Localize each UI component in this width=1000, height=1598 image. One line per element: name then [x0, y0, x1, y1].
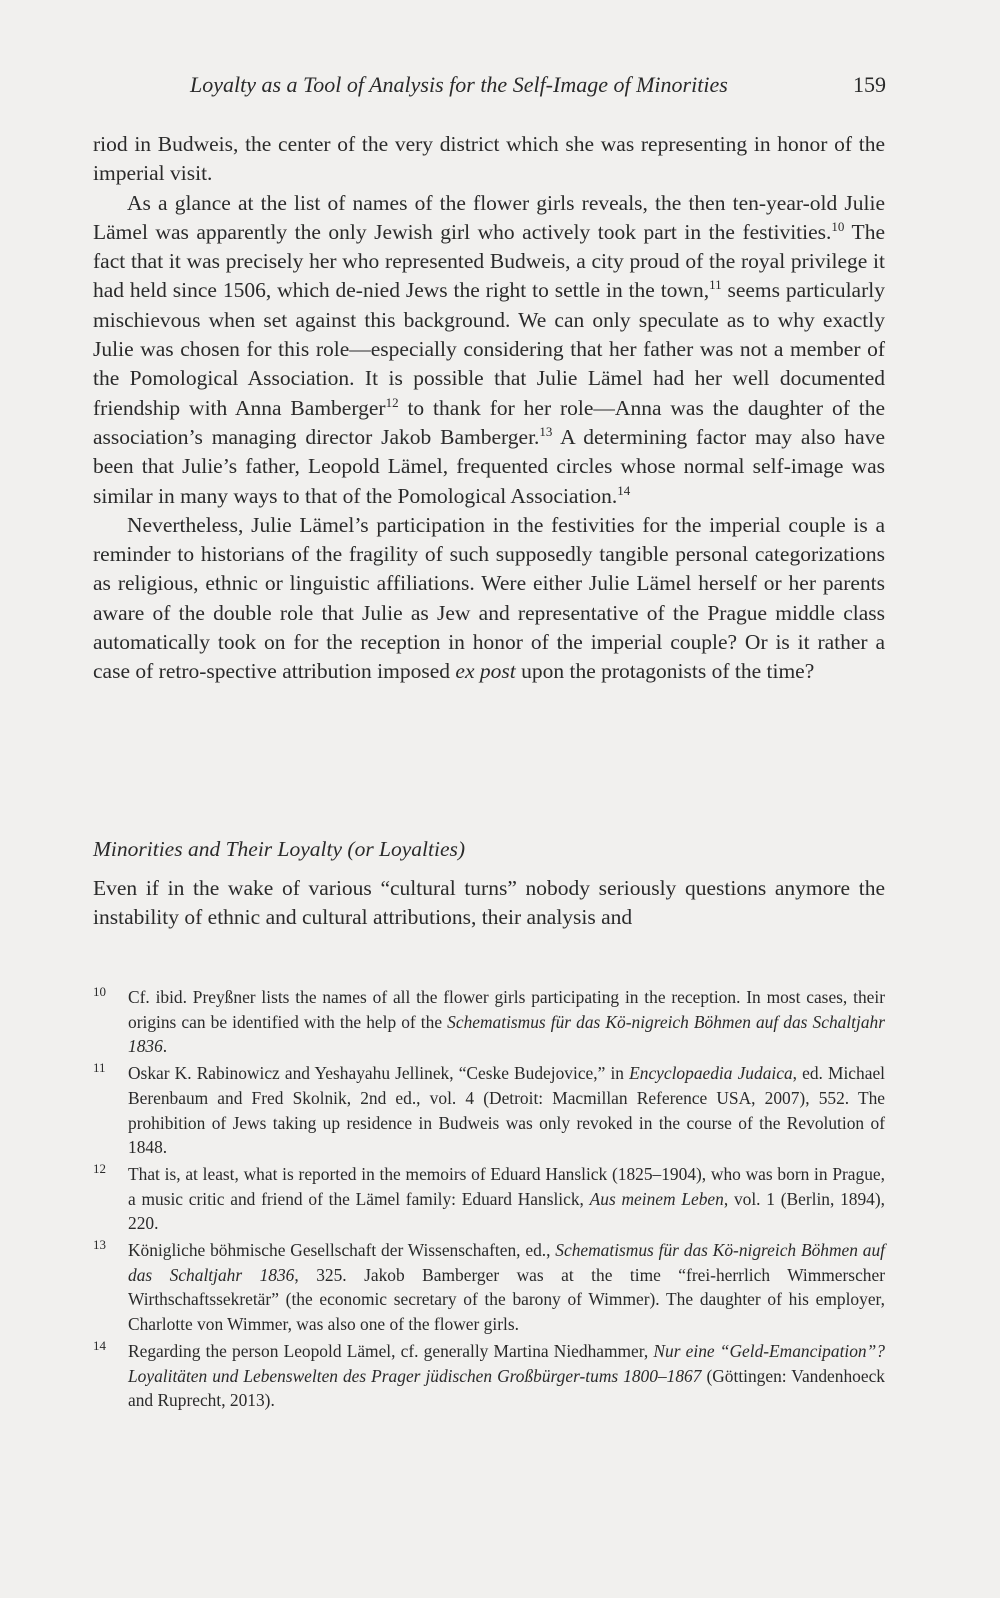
footnote-13 [93, 1238, 885, 1337]
footnote-text: Regarding the person Leopold Lämel, cf. generally Martina Niedhammer, [128, 1340, 654, 1361]
section-heading: Minorities and Their Loyalty (or Loyalties) [93, 837, 466, 861]
paragraph-1: riod in Budweis, the center of the very district which she was representing in honor of the imperial visit. [93, 132, 885, 186]
footnote-ref-13: 13 [539, 423, 553, 439]
footnote-text: . [162, 1036, 168, 1057]
footnote-12 [93, 1162, 885, 1236]
paragraph-3-italic: ex post [455, 659, 516, 684]
body-text [93, 130, 885, 687]
footnote-ref-12: 12 [385, 394, 399, 410]
page-number: 159 [853, 72, 886, 97]
footnote-10 [93, 985, 885, 1059]
footnote-number: 12 [93, 1160, 106, 1176]
footnote-text: That is, at least, what is reported in the memoirs of Eduard Hanslick (1825–1904), who was born in Prague, a music critic and friend of the Lämel family: Eduard Hanslick, [128, 1163, 885, 1209]
paragraph-2-text-e: A determining factor may also have been that Julie’s father, Leopold Lämel, frequented circles whose normal self-image was similar in many ways to that of the Pomological Association. [93, 424, 885, 508]
running-title: Loyalty as a Tool of Analysis for the Self-Image of Minorities [190, 72, 728, 97]
footnote-text: (Göttingen: Vandenhoeck and Ruprecht, 2013). [128, 1365, 885, 1411]
footnotes [93, 985, 885, 1415]
footnote-text: , vol. 1 (Berlin, 1894), 220. [128, 1188, 885, 1234]
footnote-number: 10 [93, 984, 106, 999]
footnote-number: 14 [93, 1337, 106, 1353]
paragraph-3-text-a: Nevertheless, Julie Lämel’s participation in the festivities for the imperial couple is a reminder to historians of the fragility of such supposedly tangible personal categorizations as religious, ethnic or linguistic affiliations. Were either Julie Lämel herself or her parents aware of the double role that Julie as Jew and representative of the Prague middle class automatically took on for the reception in honor of the imperial couple? Or is it rather a case of retro-spective attribution imposed [93, 512, 885, 684]
running-header [90, 70, 890, 104]
paragraph-3 [93, 511, 885, 687]
footnote-italic: Nur eine “Geld-Emancipation”? Loyalitäten und Lebenswelten des Prager jüdischen Großbürger-tums 1800–1867 [128, 1340, 885, 1386]
footnote-text: Königliche böhmische Gesellschaft der Wissenschaften, ed., [128, 1240, 556, 1261]
footnote-number: 13 [93, 1237, 106, 1253]
footnote-italic: Schematismus für das Kö-nigreich Böhmen auf das Schaltjahr 1836 [128, 1011, 885, 1057]
section-paragraph-1: Even if in the wake of various “cultural turns” nobody seriously questions anymore the instability of ethnic and cultural attributions, their analysis and [93, 876, 885, 930]
paragraph-2-text-d: to thank for her role—Anna was the daughter of the association’s managing director Jakob Bamberger. [93, 395, 885, 449]
footnote-italic: Aus meinem Leben [589, 1188, 724, 1209]
footnote-ref-10: 10 [831, 218, 845, 234]
footnote-14 [93, 1339, 885, 1413]
paragraph-2-text-c: seems particularly mischievous when set against this background. We can only speculate as to why exactly Julie was chosen for this role—especially considering that her father was not a member of the Pomological Association. It is possible that Julie Lämel had her well documented friendship with Anna Bamberger [93, 278, 885, 420]
footnote-text: Oskar K. Rabinowicz and Yeshayahu Jellinek, “Ceske Budejovice,” in [128, 1063, 630, 1084]
paragraph-2 [93, 189, 885, 511]
footnote-text: , ed. Michael Berenbaum and Fred Skolnik, 2nd ed., vol. 4 (Detroit: Macmillan Reference USA, 2007), 552. The prohibition of Jews taking up residence in Budweis was only revoked in the course of the Revolution of 1848. [128, 1063, 885, 1158]
footnote-text: Cf. ibid. Preyßner lists the names of all the flower girls participating in the reception. In most cases, their origins can be identified with the help of the [128, 987, 885, 1032]
paragraph-3-text-b: upon the protagonists of the time? [515, 659, 815, 684]
footnote-11 [93, 1061, 885, 1160]
footnote-text: , 325. Jakob Bamberger was at the time “frei-herrlich Wimmerscher Wirthschaftssekretär” (the economic secretary of the barony of Wimmer). The daughter of his employer, Charlotte von Wimmer, was also one of the flower girls. [128, 1264, 885, 1335]
footnote-ref-11: 11 [709, 277, 722, 293]
footnote-number: 11 [93, 1060, 106, 1076]
paragraph-2-text-b: The fact that it was precisely her who represented Budweis, a city proud of the royal privilege it had held since 1506, which de-nied Jews the right to settle in the town, [93, 219, 885, 303]
footnote-italic: Encyclopaedia Judaica [629, 1063, 793, 1084]
footnote-italic: Schematismus für das Kö-nigreich Böhmen auf das Schaltjahr 1836 [128, 1240, 885, 1285]
footnote-ref-14: 14 [617, 482, 631, 498]
paragraph-2-text-a: As a glance at the list of names of the flower girls reveals, the then ten-year-old Julie Lämel was apparently the only Jewish girl who actively took part in the festivities. [93, 190, 885, 244]
section-body [93, 874, 885, 933]
